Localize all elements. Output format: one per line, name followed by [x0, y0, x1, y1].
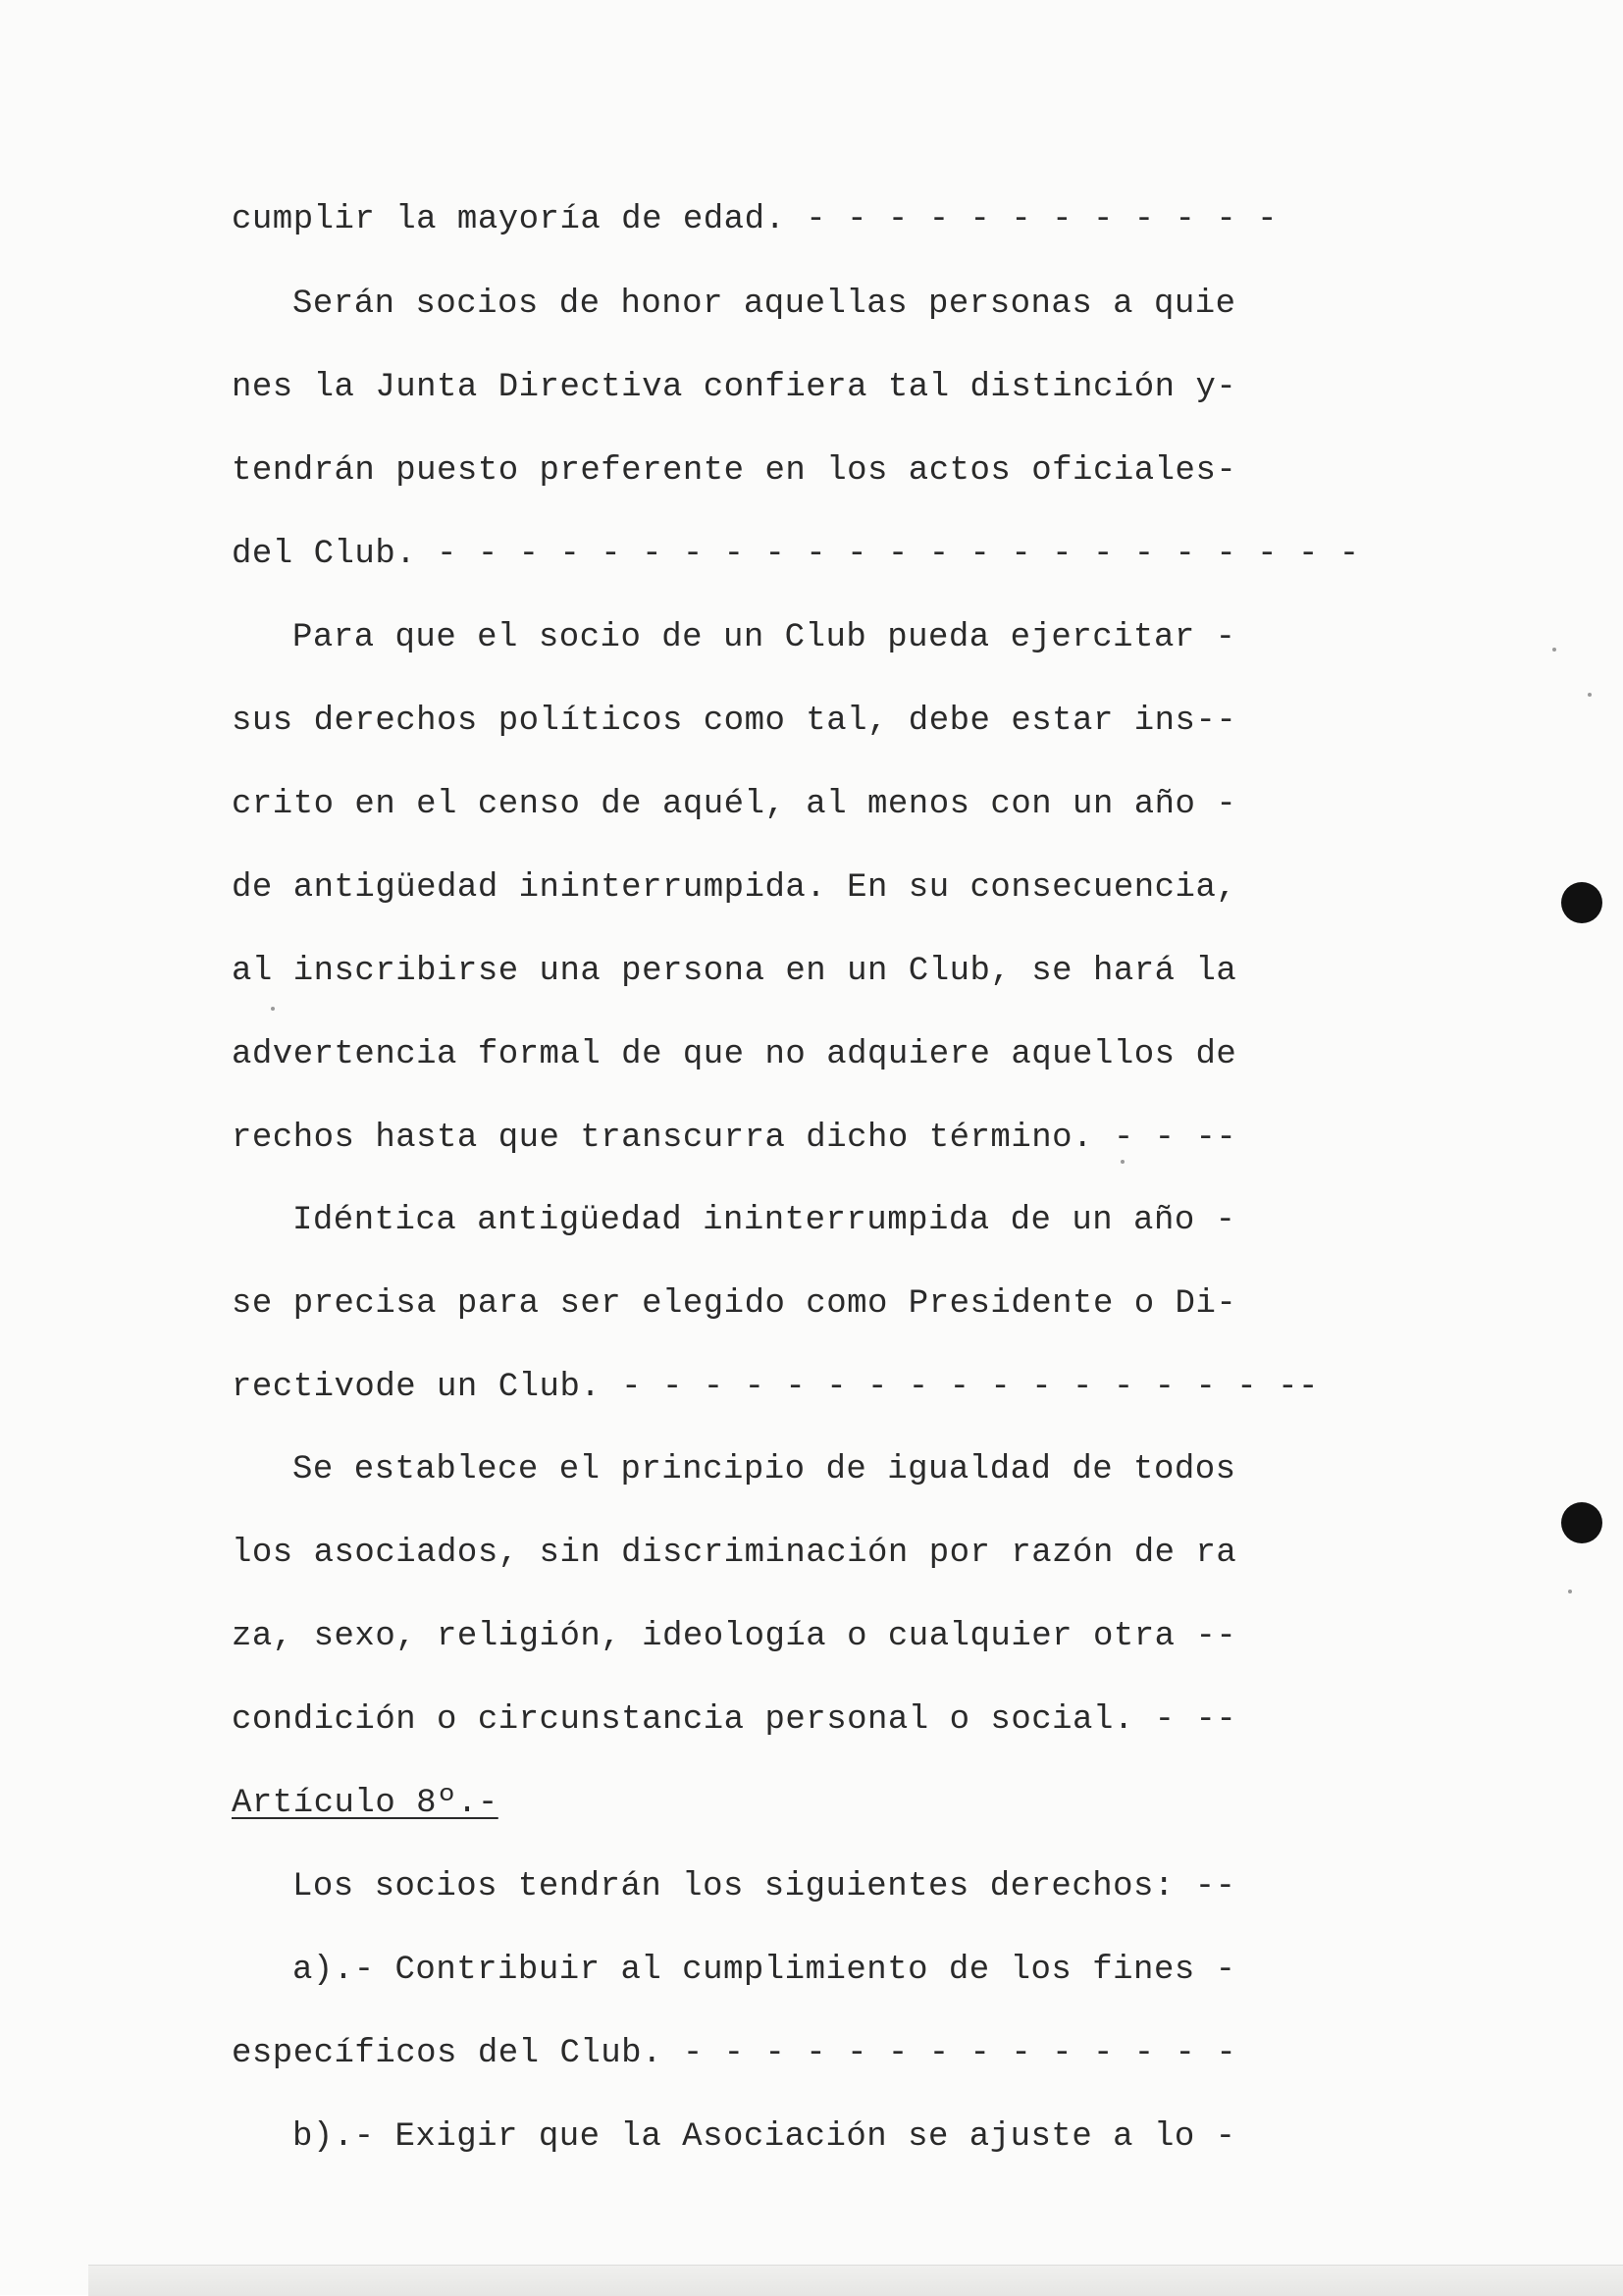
text-line: del Club. - - - - - - - - - - - - - - - - - - - - - - - [232, 536, 1360, 573]
text-line: cumplir la mayoría de edad. - - - - - - - - - - - - [232, 201, 1279, 238]
list-item: a).- Contribuir al cumplimiento de los fines - [292, 1952, 1236, 1989]
text-line: tendrán puesto preferente en los actos oficiales- [232, 452, 1237, 490]
text-line: rectivode un Club. - - - - - - - - - - - - - - - - -- [232, 1369, 1319, 1406]
text-line: sus derechos políticos como tal, debe estar ins-- [232, 703, 1237, 740]
scan-edge [88, 2265, 1623, 2296]
text-line: Se establece el principio de igualdad de todos [292, 1451, 1236, 1488]
text-line: específicos del Club. - - - - - - - - - - - - - - [232, 2035, 1237, 2072]
speck [1588, 693, 1592, 697]
punch-hole [1561, 882, 1602, 923]
text-line: nes la Junta Directiva confiera tal distinción y- [232, 369, 1237, 406]
article-heading: Artículo 8º.- [232, 1785, 498, 1822]
text-line: advertencia formal de que no adquiere aquellos de [232, 1036, 1237, 1073]
text-line: Idéntica antigüedad ininterrumpida de un año - [292, 1202, 1236, 1239]
list-item: b).- Exigir que la Asociación se ajuste a lo - [292, 2118, 1236, 2156]
speck [1121, 1160, 1125, 1164]
text-line: se precisa para ser elegido como Presidente o Di- [232, 1285, 1237, 1323]
text-line: Para que el socio de un Club pueda ejercitar - [292, 619, 1236, 656]
text-line: los asociados, sin discriminación por razón de ra [232, 1535, 1237, 1572]
text-line: crito en el censo de aquél, al menos con un año - [232, 786, 1237, 823]
speck [1552, 648, 1556, 652]
punch-hole [1561, 1502, 1602, 1543]
text-line: al inscribirse una persona en un Club, se hará la [232, 953, 1237, 990]
text-line: za, sexo, religión, ideología o cualquier otra -- [232, 1618, 1237, 1655]
text-line: rechos hasta que transcurra dicho término. - - -- [232, 1120, 1237, 1157]
text-line: Serán socios de honor aquellas personas a quie [292, 286, 1236, 323]
text-line: de antigüedad ininterrumpida. En su consecuencia, [232, 869, 1237, 907]
speck [271, 1007, 275, 1011]
speck [1568, 1590, 1572, 1593]
text-line: condición o circunstancia personal o social. - -- [232, 1701, 1237, 1739]
text-line: Los socios tendrán los siguientes derechos: -- [292, 1868, 1236, 1905]
